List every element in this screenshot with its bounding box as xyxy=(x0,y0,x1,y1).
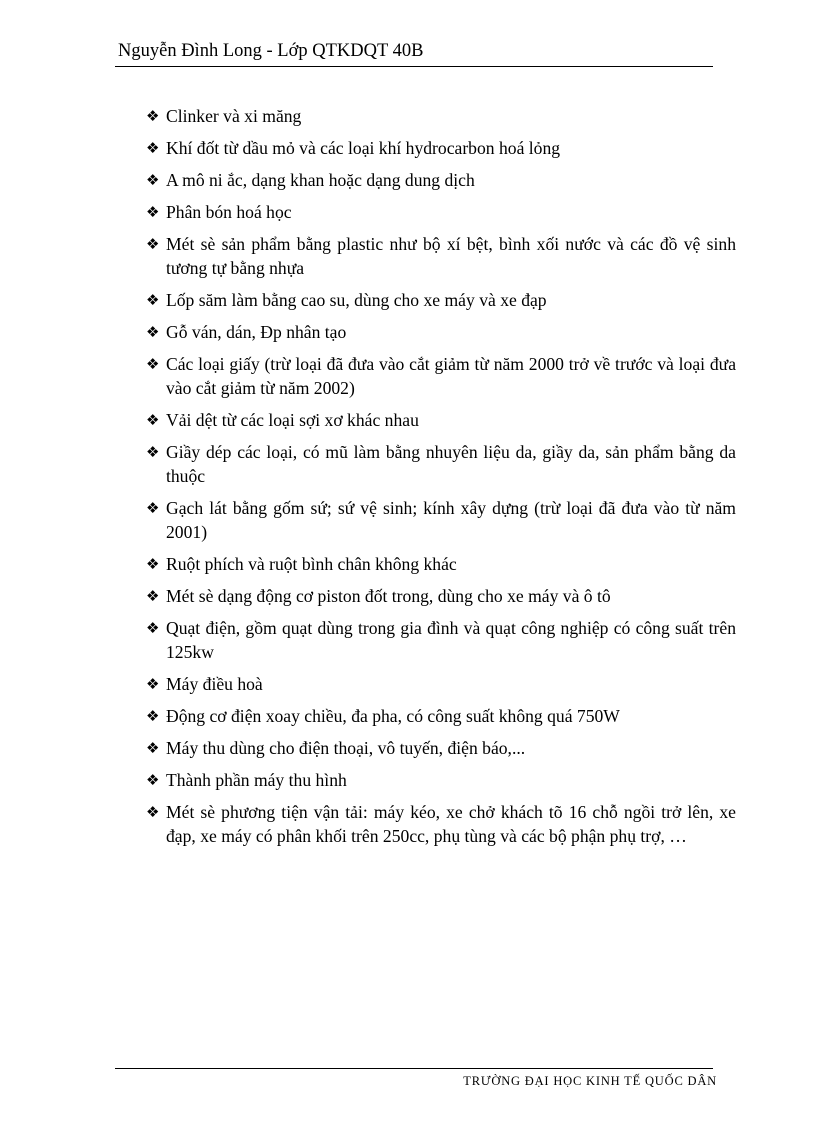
list-item-text: Máy điều hoà xyxy=(166,674,263,694)
diamond-bullet-icon: ❖ xyxy=(146,619,160,637)
list-item-text: Vải dệt từ các loại sợi xơ khác nhau xyxy=(166,410,419,430)
list-item xyxy=(146,552,736,576)
list-item-text: Lốp săm làm bằng cao su, dùng cho xe máy và xe đạp xyxy=(166,290,547,310)
diamond-bullet-icon: ❖ xyxy=(146,355,160,373)
diamond-bullet-icon: ❖ xyxy=(146,323,160,341)
list-item xyxy=(146,440,736,488)
diamond-bullet-icon: ❖ xyxy=(146,499,160,517)
list-item xyxy=(146,408,736,432)
list-item xyxy=(146,736,736,760)
diamond-bullet-icon: ❖ xyxy=(146,171,160,189)
page-header-author: Nguyễn Đình Long - Lớp QTKDQT 40B xyxy=(118,41,424,61)
diamond-bullet-icon: ❖ xyxy=(146,203,160,221)
list-item xyxy=(146,616,736,664)
list-item-text: Mét sè phương tiện vận tải: máy kéo, xe chở khách tõ 16 chỗ ngồi trở lên, xe đạp, xe máy có phân khối trên 250cc, phụ tùng và các bộ phận phụ trợ, … xyxy=(166,802,736,846)
diamond-bullet-icon: ❖ xyxy=(146,291,160,309)
list-item xyxy=(146,288,736,312)
diamond-bullet-icon: ❖ xyxy=(146,803,160,821)
list-item xyxy=(146,768,736,792)
list-item-text: Khí đốt từ dầu mỏ và các loại khí hydrocarbon hoá lỏng xyxy=(166,138,561,158)
list-item-text: Quạt điện, gồm quạt dùng trong gia đình và quạt công nghiệp có công suất trên 125kw xyxy=(166,618,736,662)
list-item xyxy=(146,200,736,224)
list-item-text: Mét sè dạng động cơ piston đốt trong, dùng cho xe máy và ô tô xyxy=(166,586,611,606)
list-item-text: Gỗ ván, dán, Đp nhân tạo xyxy=(166,322,347,342)
diamond-bullet-icon: ❖ xyxy=(146,555,160,573)
diamond-bullet-icon: ❖ xyxy=(146,411,160,429)
list-item xyxy=(146,584,736,608)
list-item-text: Clinker và xi măng xyxy=(166,106,302,126)
diamond-bullet-icon: ❖ xyxy=(146,739,160,757)
diamond-bullet-icon: ❖ xyxy=(146,675,160,693)
list-item-text: Các loại giấy (trừ loại đã đưa vào cắt giảm từ năm 2000 trở về trước và loại đưa vào cắt giảm từ năm 2002) xyxy=(166,354,736,398)
diamond-bullet-icon: ❖ xyxy=(146,139,160,157)
list-item xyxy=(146,672,736,696)
list-item xyxy=(146,136,736,160)
diamond-bullet-icon: ❖ xyxy=(146,235,160,253)
diamond-bullet-icon: ❖ xyxy=(146,107,160,125)
list-item xyxy=(146,704,736,728)
list-item-text: Phân bón hoá học xyxy=(166,202,292,222)
diamond-bullet-icon: ❖ xyxy=(146,771,160,789)
list-item-text: Động cơ điện xoay chiều, đa pha, có công suất không quá 750W xyxy=(166,706,620,726)
diamond-bullet-icon: ❖ xyxy=(146,707,160,725)
list-item-text: A mô ni ắc, dạng khan hoặc dạng dung dịch xyxy=(166,170,475,190)
list-item-text: Gạch lát bằng gốm sứ; sứ vệ sinh; kính xây dựng (trừ loại đã đưa vào từ năm 2001) xyxy=(166,498,736,542)
list-item-text: Giầy dép các loại, có mũ làm bằng nhuyên liệu da, giầy da, sản phẩm bằng da thuộc xyxy=(166,442,736,486)
header-divider xyxy=(115,66,713,67)
list-item xyxy=(146,104,736,128)
list-item-text: Máy thu dùng cho điện thoại, vô tuyến, điện báo,... xyxy=(166,738,526,758)
bullet-list xyxy=(146,104,736,856)
list-item xyxy=(146,232,736,280)
footer-divider xyxy=(115,1068,713,1069)
list-item-text: Thành phần máy thu hình xyxy=(166,770,347,790)
diamond-bullet-icon: ❖ xyxy=(146,443,160,461)
list-item xyxy=(146,800,736,848)
list-item-text: Mét sè sản phẩm bằng plastic như bộ xí bệt, bình xối nước và các đồ vệ sinh tương tự bằng nhựa xyxy=(166,234,736,278)
list-item xyxy=(146,496,736,544)
list-item-text: Ruột phích và ruột bình chân không khác xyxy=(166,554,457,574)
page-footer-institution: TRƯỜNG ĐẠI HỌC KINH TẾ QUỐC DÂN xyxy=(463,1074,717,1088)
list-item xyxy=(146,352,736,400)
list-item xyxy=(146,320,736,344)
diamond-bullet-icon: ❖ xyxy=(146,587,160,605)
list-item xyxy=(146,168,736,192)
